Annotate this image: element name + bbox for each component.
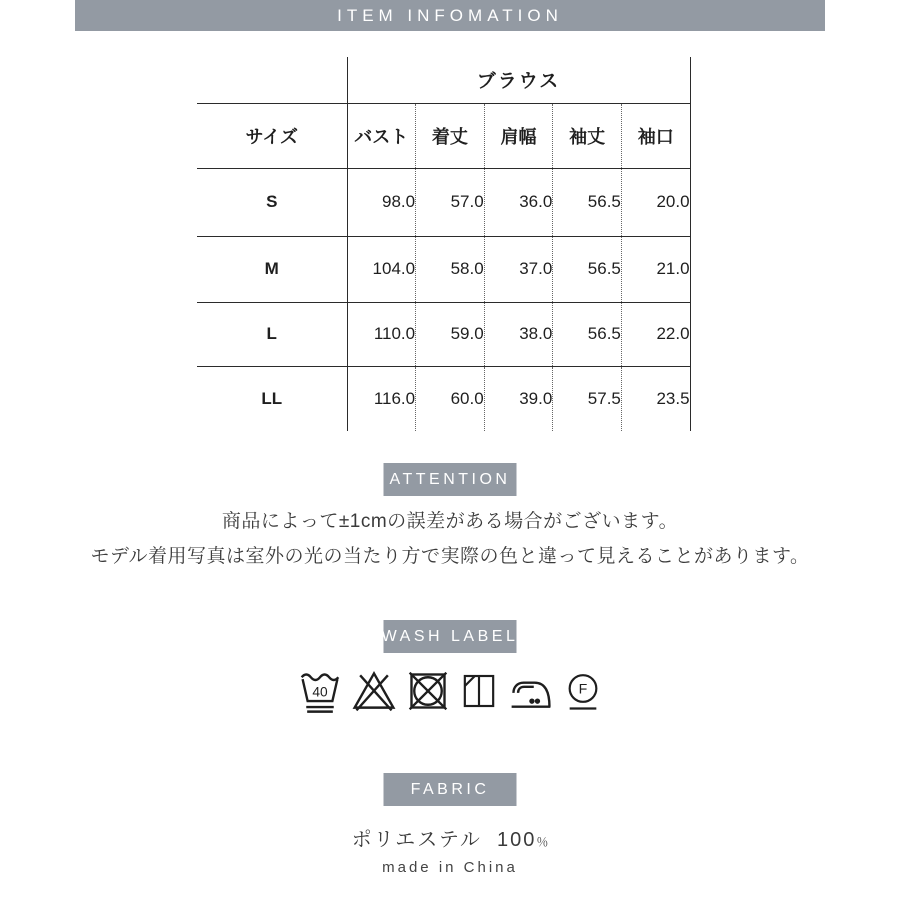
svg-text:F: F [578, 681, 587, 698]
dry-in-shade-icon [459, 667, 499, 715]
table-row-ll [197, 366, 690, 431]
attention-note-line: 商品によって±1cmの誤差がある場合がございます。 [221, 511, 679, 532]
item-name-cell: ブラウス [347, 57, 690, 103]
svg-text:40: 40 [311, 684, 328, 700]
column-header-size: サイズ [197, 103, 347, 168]
iron-medium-two-dots-icon [508, 667, 554, 715]
do-not-tumble-dry-icon [406, 667, 450, 715]
measure-value: 104.0 [347, 236, 416, 302]
measure-value: 58.0 [416, 236, 485, 302]
wash-40-gentle-icon [298, 667, 342, 715]
fabric-percent-sign: ％ [536, 835, 549, 849]
size-label: LL [197, 366, 347, 431]
measure-value: 116.0 [347, 366, 416, 431]
table-row-s [197, 168, 690, 236]
measure-value: 59.0 [416, 302, 485, 366]
column-header: 着丈 [416, 103, 485, 168]
measure-value: 57.5 [553, 366, 622, 431]
measure-value: 60.0 [416, 366, 485, 431]
table-header-row [197, 103, 690, 168]
size-label: M [197, 236, 347, 302]
column-header: 肩幅 [484, 103, 553, 168]
measure-value: 56.5 [553, 302, 622, 366]
dry-clean-petroleum-icon [563, 667, 603, 715]
attention-label [384, 463, 517, 496]
wash-label-text: WASH LABEL [381, 627, 519, 645]
attention-label-text: ATTENTION [389, 470, 511, 488]
column-header: バスト [347, 103, 416, 168]
do-not-bleach-icon [351, 667, 397, 715]
wash-care-icons [0, 667, 900, 715]
country-of-origin: made in China [382, 859, 518, 876]
measure-value: 21.0 [621, 236, 690, 302]
measure-value: 56.5 [553, 168, 622, 236]
size-label: L [197, 302, 347, 366]
fabric-amount: 100 [496, 829, 537, 851]
page-title: ITEM INFOMATION [337, 5, 563, 25]
table-row-m [197, 236, 690, 302]
measure-value: 110.0 [347, 302, 416, 366]
measure-value: 23.5 [621, 366, 690, 431]
size-table [197, 57, 691, 431]
title-bar [75, 0, 825, 31]
measure-value: 57.0 [416, 168, 485, 236]
wash-label [381, 620, 519, 653]
corner-blank-cell [197, 57, 347, 103]
measure-value: 36.0 [484, 168, 553, 236]
attention-note-line: モデル着用写真は室外の光の当たり方で実際の色と違って見えることがあります。 [90, 546, 810, 567]
measure-value: 38.0 [484, 302, 553, 366]
table-row-item-name [197, 57, 690, 103]
measure-value: 37.0 [484, 236, 553, 302]
attention-notes [0, 504, 900, 574]
column-header: 袖口 [621, 103, 690, 168]
fabric-material: ポリエステル [351, 829, 482, 851]
measure-value: 39.0 [484, 366, 553, 431]
fabric-label-text: FABRIC [410, 780, 490, 798]
fabric-composition [0, 823, 900, 852]
measure-value: 98.0 [347, 168, 416, 236]
column-header: 袖丈 [553, 103, 622, 168]
table-row-l [197, 302, 690, 366]
measure-value: 20.0 [621, 168, 690, 236]
size-label: S [197, 168, 347, 236]
measure-value: 22.0 [621, 302, 690, 366]
fabric-label [384, 773, 517, 806]
measure-value: 56.5 [553, 236, 622, 302]
